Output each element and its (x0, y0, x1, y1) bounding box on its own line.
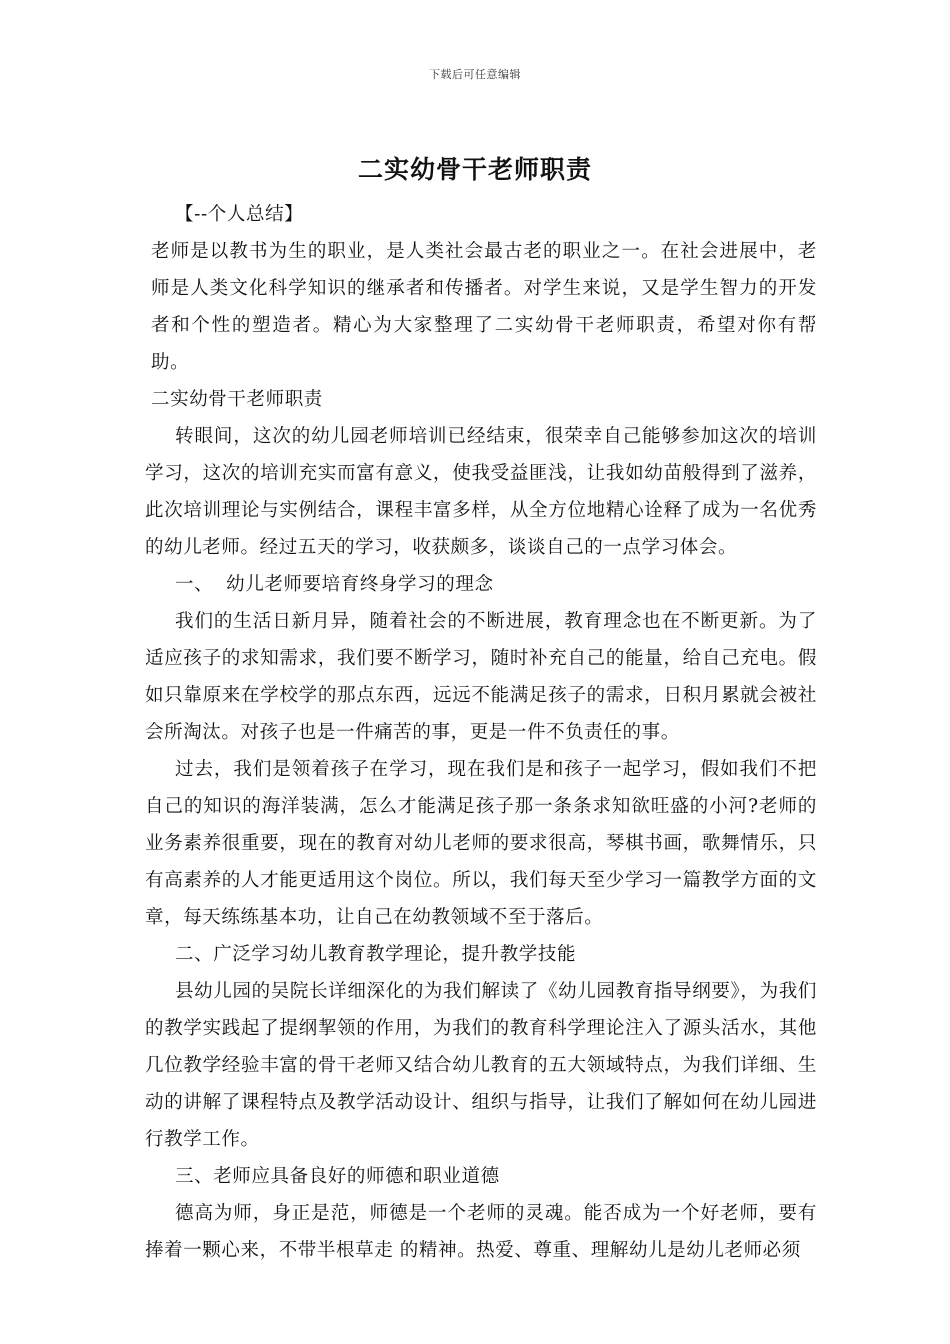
document-title: 二实幼骨干老师职责 (357, 155, 592, 184)
body-paragraph: 转眼间，这次的幼儿园老师培训已经结束，很荣幸自己能够参加这次的培训学习，这次的培训充实而富有意义，使我受益匪浅，让我如幼苗般得到了滋养，此次培训理论与实例结合，课程丰富多样，从全方位地精心诠释了成为一名优秀的幼儿老师。经过五天的学习，收获颇多，谈谈自己的一点学习体会。 (145, 426, 817, 558)
section-tag: 【--个人总结】 (175, 204, 304, 225)
header-note: 下载后可任意编辑 (429, 68, 521, 81)
body-paragraph: 我们的生活日新月异，随着社会的不断进展，教育理念也在不断更新。为了适应孩子的求知需求，我们要不断学习，随时补充自己的能量，给自己充电。假如只靠原来在学校学的那点东西，远远不能满足孩子的需求，日积月累就会被社会所淘汰。对孩子也是一件痛苦的事，更是一件不负责任的事。 (145, 611, 817, 743)
body-paragraph: 德高为师，身正是范，师德是一个老师的灵魂。能否成为一个好老师，要有捧着一颗心来，不带半根草走 的精神。热爱、尊重、理解幼儿是幼儿老师必须 (145, 1203, 817, 1261)
body-paragraph: 过去，我们是领着孩子在学习，现在我们是和孩子一起学习，假如我们不把自己的知识的海洋装满，怎么才能满足孩子那一条条求知欲旺盛的小河?老师的业务素养很重要，现在的教育对幼儿老师的要求很高，琴棋书画，歌舞情乐，只有高素养的人才能更适用这个岗位。所以，我们每天至少学习一篇教学方面的文章，每天练练基本功，让自己在幼教领域不至于落后。 (145, 759, 817, 928)
subtitle-line: 二实幼骨干老师职责 (151, 389, 323, 410)
section-heading-2: 二、广泛学习幼儿教育教学理论，提升教学技能 (175, 944, 577, 965)
document-body (145, 196, 817, 1269)
section-heading-3: 三、老师应具备良好的师德和职业道德 (175, 1166, 500, 1187)
section-heading-1: 一、 幼儿老师要培育终身学习的理念 (175, 574, 494, 595)
intro-paragraph: 老师是以教书为生的职业，是人类社会最古老的职业之一。在社会进展中，老师是人类文化科学知识的继承者和传播者。对学生来说，又是学生智力的开发者和个性的塑造者。精心为大家整理了二实幼骨干老师职责，希望对你有帮助。 (151, 241, 817, 373)
body-paragraph: 县幼儿园的吴院长详细深化的为我们解读了《幼儿园教育指导纲要》，为我们的教学实践起了提纲挈领的作用，为我们的教育科学理论注入了源头活水，其他几位教学经验丰富的骨干老师又结合幼儿教育的五大领域特点，为我们详细、生动的讲解了课程特点及教学活动设计、组织与指导，让我们了解如何在幼儿园进行教学工作。 (145, 981, 817, 1150)
